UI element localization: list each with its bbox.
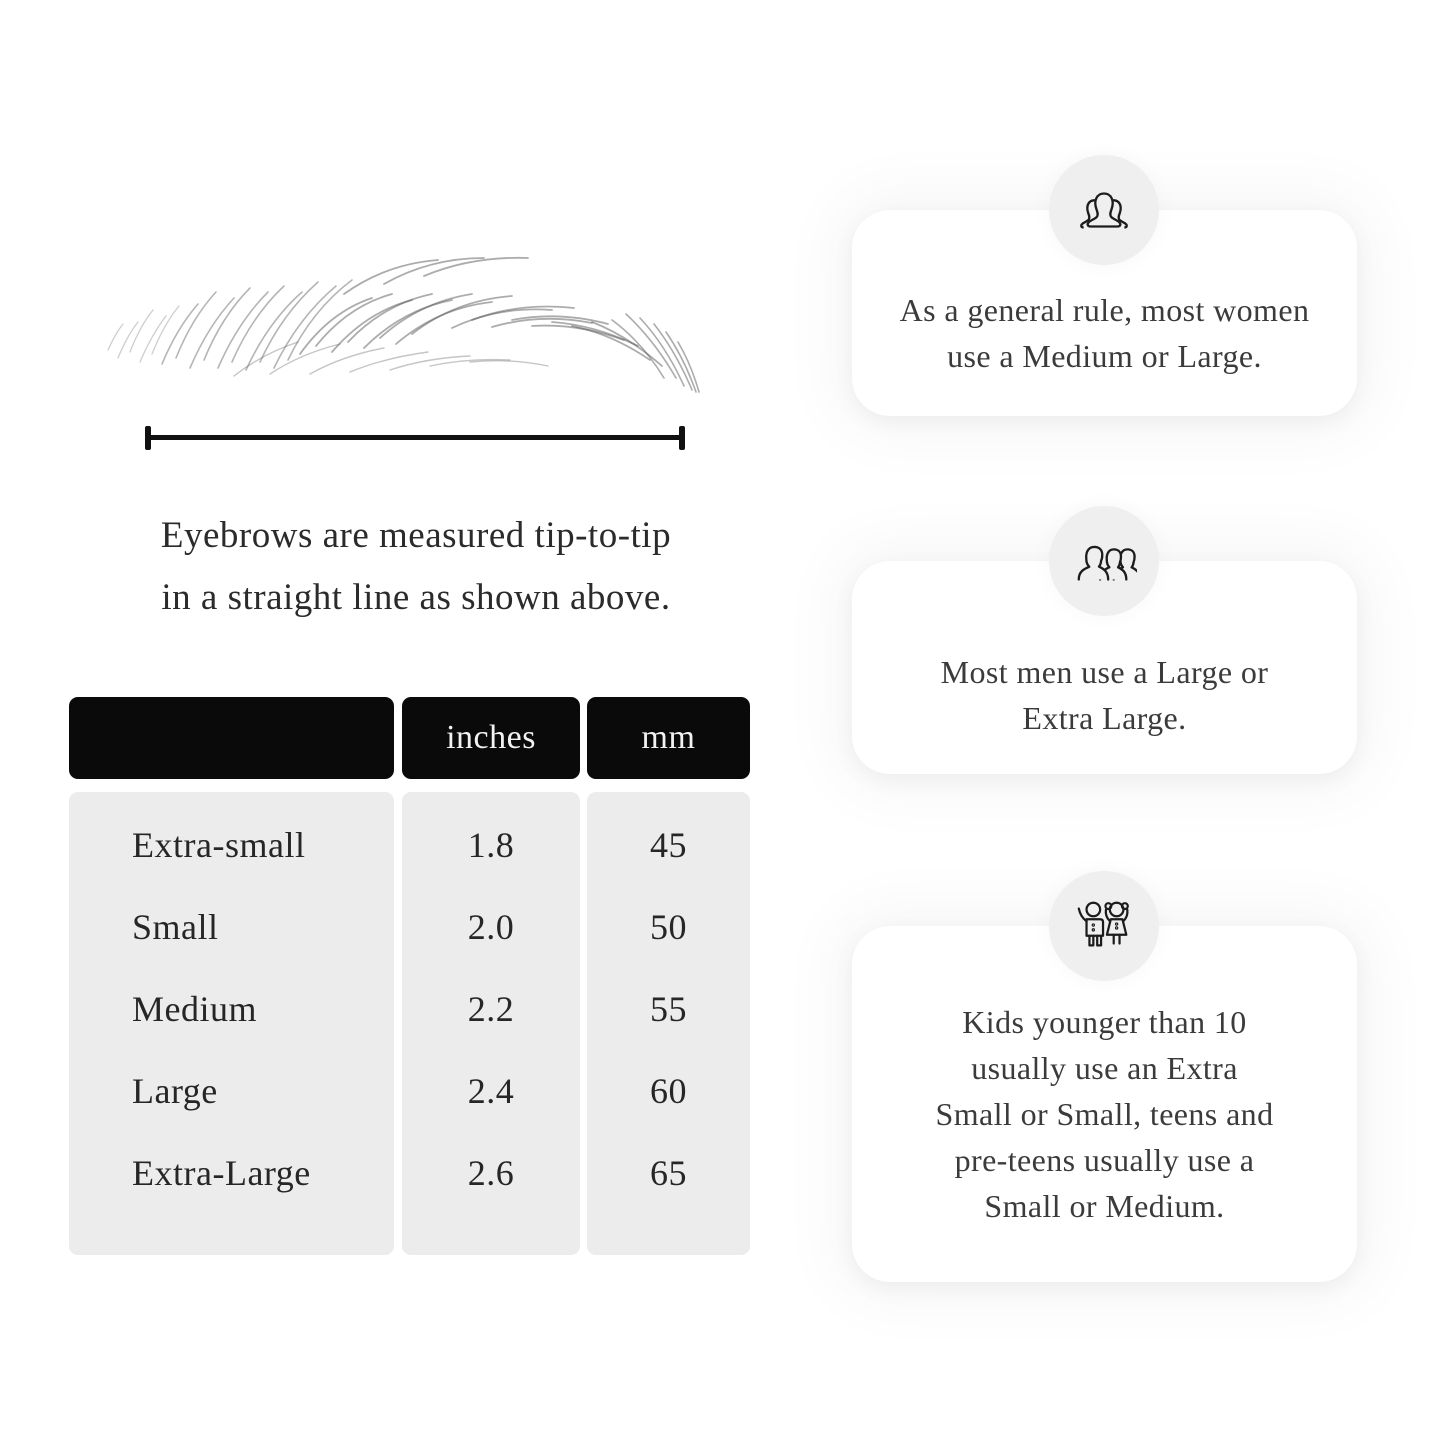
table-row-label: Extra-Large <box>132 1153 311 1193</box>
table-cell-mm: 55 <box>650 989 687 1029</box>
table-cell-inches: 2.4 <box>467 1071 515 1111</box>
measurement-endcap-right <box>679 426 685 450</box>
mm-column <box>587 792 750 1255</box>
size-table <box>69 697 750 1255</box>
table-cell-inches: 2.6 <box>467 1153 515 1193</box>
caption-line-1: Eyebrows are measured tip-to-tip <box>160 515 672 556</box>
table-cell-inches: 2.2 <box>467 989 515 1029</box>
table-cell-mm: 45 <box>650 825 687 865</box>
size-name-column <box>69 792 394 1255</box>
caption-line-2: in a straight line as shown above. <box>161 577 671 618</box>
measurement-line <box>145 426 685 450</box>
inches-column <box>402 792 580 1255</box>
men-group-icon <box>1049 506 1159 616</box>
card-text-line: As a general rule, most women <box>899 292 1310 328</box>
card-text-line: Kids younger than 10 <box>962 1004 1247 1040</box>
size-table-body <box>69 792 750 1255</box>
card-men-sizing <box>852 561 1357 774</box>
card-text-line: Most men use a Large or <box>940 654 1269 690</box>
card-women-sizing <box>852 210 1357 416</box>
table-cell-mm: 50 <box>650 907 687 947</box>
size-table-header-row <box>69 697 750 779</box>
table-row-label: Large <box>132 1071 218 1111</box>
card-kids-sizing <box>852 926 1357 1282</box>
kids-icon <box>1049 871 1159 981</box>
header-mm-cell: mm <box>587 697 750 779</box>
eyebrow-illustration <box>100 232 700 402</box>
table-row-label: Extra-small <box>132 825 306 865</box>
header-size-cell <box>69 697 394 779</box>
table-cell-mm: 60 <box>650 1071 687 1111</box>
card-text-line: Small or Small, teens and <box>935 1096 1274 1132</box>
card-text-line: Small or Medium. <box>984 1188 1225 1224</box>
measurement-bar <box>145 435 685 440</box>
measurement-caption <box>100 505 732 629</box>
table-row-label: Medium <box>132 989 257 1029</box>
table-row-label: Small <box>132 907 219 947</box>
women-group-icon <box>1049 155 1159 265</box>
card-text-line: Extra Large. <box>1022 700 1187 736</box>
card-text-line: pre-teens usually use a <box>954 1142 1255 1178</box>
table-cell-inches: 1.8 <box>467 825 515 865</box>
table-cell-inches: 2.0 <box>467 907 515 947</box>
card-text-line: use a Medium or Large. <box>947 338 1262 374</box>
card-text-line: usually use an Extra <box>971 1050 1238 1086</box>
table-cell-mm: 65 <box>650 1153 687 1193</box>
header-inches-cell: inches <box>402 697 580 779</box>
